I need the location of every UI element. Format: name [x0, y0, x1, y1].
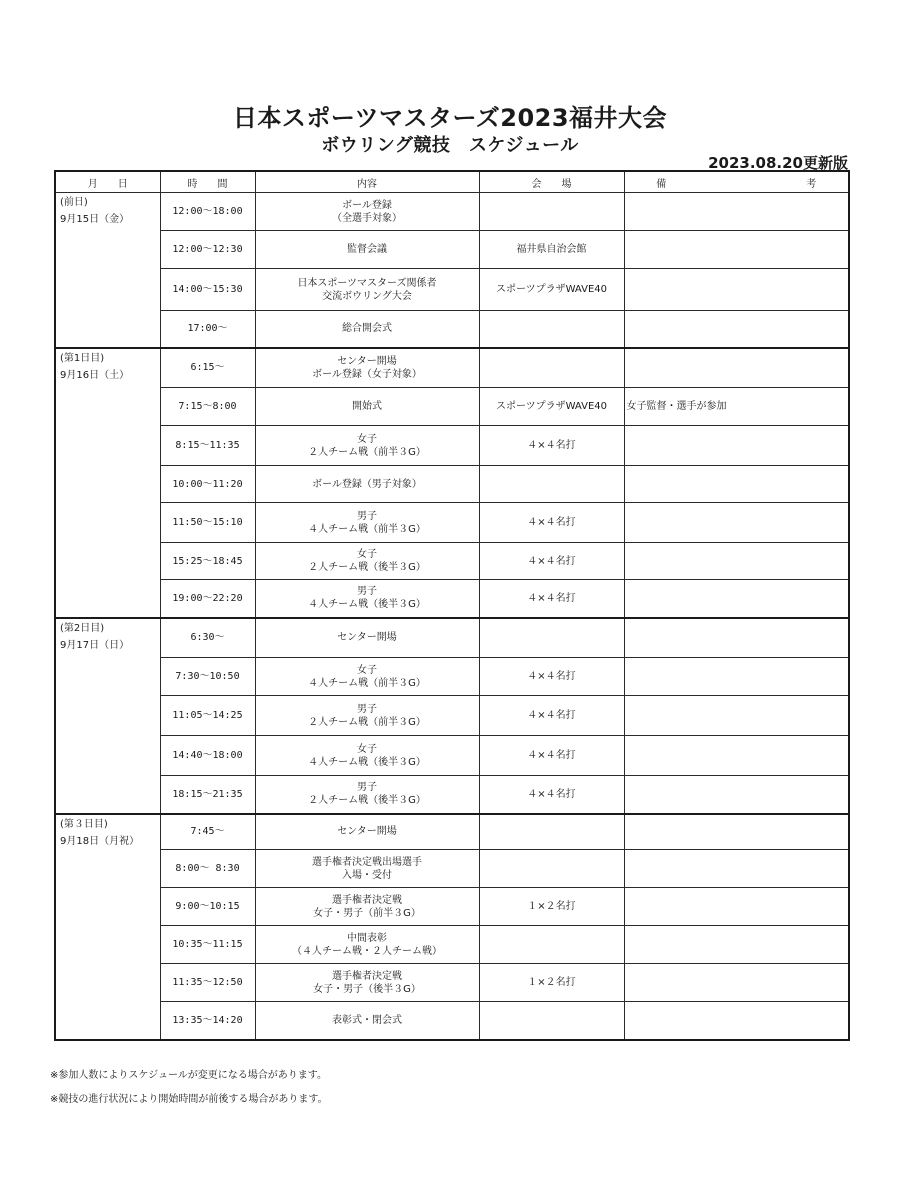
content-line: センター開場: [337, 632, 397, 644]
day-cell: [55, 193, 160, 348]
content-line: 女子: [357, 549, 377, 560]
day-date: 9月17日（日）: [60, 639, 130, 651]
table-row: [55, 231, 849, 269]
content-cell: [255, 658, 479, 696]
footnote: ※競技の進行状況により開始時間が前後する場合があります。: [50, 1094, 328, 1105]
time-cell: 8:15～11:35: [160, 426, 255, 466]
table-row: [55, 618, 849, 658]
content-line: ２人チーム戦（前半３G）: [308, 446, 426, 458]
day-label: (前日): [60, 197, 88, 208]
note-cell: [624, 543, 849, 580]
time-cell: 11:50～15:10: [160, 503, 255, 543]
table-row: [55, 388, 849, 426]
time-cell: 7:15～8:00: [160, 388, 255, 426]
page-subtitle: ボウリング競技 スケジュール: [321, 135, 579, 156]
content-cell: [255, 888, 479, 926]
header-content: 内容: [255, 171, 479, 193]
day-date: 9月15日（金）: [60, 214, 130, 225]
note-cell: [624, 850, 849, 888]
table-header-row: [55, 171, 849, 193]
content-line: 監督会議: [347, 244, 387, 255]
footnote: ※参加人数によりスケジュールが変更になる場合があります。: [50, 1070, 327, 1081]
note-cell: [624, 696, 849, 736]
content-cell: [255, 1002, 479, 1040]
content-line: 男子: [357, 510, 377, 522]
time-cell: 6:15～: [160, 348, 255, 388]
time-cell: 14:00～15:30: [160, 269, 255, 311]
time-cell: 8:00～ 8:30: [160, 850, 255, 888]
note-cell: [624, 580, 849, 618]
note-cell: [624, 426, 849, 466]
content-line: （４人チーム戦・２人チーム戦）: [292, 945, 442, 957]
day-label: (第1日目): [60, 352, 105, 364]
venue-cell: 福井県自治会館: [479, 231, 624, 269]
note-cell: [624, 618, 849, 658]
schedule-table: [54, 170, 850, 1041]
content-cell: [255, 503, 479, 543]
note-cell: [624, 466, 849, 503]
note-cell: [624, 348, 849, 388]
day-date: 9月16日（土）: [60, 369, 130, 381]
content-line: 男子: [357, 586, 377, 598]
time-cell: 11:35～12:50: [160, 964, 255, 1002]
time-cell: 12:00～18:00: [160, 193, 255, 231]
content-cell: [255, 696, 479, 736]
content-line: 選手権者決定戦出場選手: [312, 856, 422, 868]
note-cell: [624, 231, 849, 269]
time-cell: 17:00～: [160, 311, 255, 348]
note-cell: 女子監督・選手が参加: [624, 388, 849, 426]
table-row: [55, 964, 849, 1002]
time-cell: 7:45～: [160, 814, 255, 850]
content-line: 開始式: [352, 401, 382, 412]
table-row: [55, 580, 849, 618]
content-cell: [255, 926, 479, 964]
header-date: 月 日: [55, 171, 160, 193]
content-cell: [255, 776, 479, 814]
time-cell: 15:25～18:45: [160, 543, 255, 580]
content-line: 女子: [357, 743, 377, 755]
content-cell: [255, 231, 479, 269]
venue-cell: [479, 814, 624, 850]
venue-cell: [479, 1002, 624, 1040]
note-cell: [624, 814, 849, 850]
content-line: ２人チーム戦（前半３G）: [308, 716, 426, 728]
note-cell: [624, 736, 849, 776]
time-cell: 11:05～14:25: [160, 696, 255, 736]
content-line: 選手権者決定戦: [332, 970, 402, 982]
note-cell: [624, 503, 849, 543]
table-row: [55, 1002, 849, 1040]
content-line: 女子: [357, 433, 377, 445]
venue-cell: ４×４名打: [479, 696, 624, 736]
note-cell: [624, 311, 849, 348]
header-note: 備 考: [624, 171, 849, 193]
content-cell: [255, 964, 479, 1002]
time-cell: 6:30～: [160, 618, 255, 658]
content-line: ボール登録（男子対象）: [312, 478, 422, 490]
content-line: ４人チーム戦（前半３G）: [308, 523, 426, 535]
content-cell: [255, 193, 479, 231]
content-cell: [255, 388, 479, 426]
header-venue: 会 場: [479, 171, 624, 193]
content-cell: [255, 269, 479, 311]
table-row: [55, 658, 849, 696]
note-cell: [624, 964, 849, 1002]
table-row: [55, 776, 849, 814]
header-time: 時 間: [160, 171, 255, 193]
time-cell: 12:00～12:30: [160, 231, 255, 269]
venue-cell: スポーツプラザWAVE40: [479, 388, 624, 426]
table-row: [55, 736, 849, 776]
venue-cell: [479, 311, 624, 348]
time-cell: 10:00～11:20: [160, 466, 255, 503]
content-cell: [255, 736, 479, 776]
table-row: [55, 850, 849, 888]
table-row: [55, 466, 849, 503]
day-cell: [55, 618, 160, 814]
content-cell: [255, 543, 479, 580]
time-cell: 9:00～10:15: [160, 888, 255, 926]
venue-cell: [479, 850, 624, 888]
content-line: 表彰式・閉会式: [332, 1014, 402, 1026]
schedule-body: [55, 193, 849, 1040]
content-line: 女子・男子（前半３G）: [313, 907, 421, 919]
table-row: [55, 543, 849, 580]
table-row: [55, 311, 849, 348]
content-cell: [255, 466, 479, 503]
content-line: 総合開会式: [342, 323, 392, 335]
venue-cell: [479, 348, 624, 388]
venue-cell: スポーツプラザWAVE40: [479, 269, 624, 311]
content-line: ４人チーム戦（前半３G）: [308, 677, 426, 689]
table-row: [55, 888, 849, 926]
content-line: ４人チーム戦（後半３G）: [308, 599, 426, 611]
time-cell: 18:15～21:35: [160, 776, 255, 814]
venue-cell: [479, 466, 624, 503]
table-row: [55, 814, 849, 850]
venue-cell: ４×４名打: [479, 658, 624, 696]
table-row: [55, 503, 849, 543]
content-line: 中間表彰: [347, 932, 387, 944]
content-line: ２人チーム戦（後半３G）: [308, 795, 426, 807]
content-line: 女子: [357, 664, 377, 676]
content-line: 交流ボウリング大会: [322, 290, 412, 302]
note-cell: [624, 193, 849, 231]
venue-cell: ４×４名打: [479, 736, 624, 776]
venue-cell: ４×４名打: [479, 426, 624, 466]
venue-cell: １×２名打: [479, 964, 624, 1002]
note-cell: [624, 926, 849, 964]
note-cell: [624, 658, 849, 696]
content-line: 入場・受付: [342, 869, 392, 881]
content-cell: [255, 618, 479, 658]
content-line: センター開場: [337, 826, 397, 838]
note-cell: [624, 776, 849, 814]
venue-cell: ４×４名打: [479, 543, 624, 580]
time-cell: 13:35～14:20: [160, 1002, 255, 1040]
day-date: 9月18日（月祝）: [60, 835, 140, 847]
content-line: ２人チーム戦（後半３G）: [308, 562, 426, 573]
content-line: 男子: [357, 703, 377, 715]
content-cell: [255, 348, 479, 388]
content-line: 男子: [357, 782, 377, 794]
day-cell: [55, 348, 160, 618]
content-cell: [255, 580, 479, 618]
page-title: 日本スポーツマスターズ2023福井大会: [232, 104, 668, 132]
venue-cell: ４×４名打: [479, 503, 624, 543]
content-line: ボール登録: [342, 199, 392, 211]
table-row: [55, 696, 849, 736]
content-line: （全選手対象）: [332, 212, 402, 224]
version-label: 2023.08.20更新版: [708, 154, 848, 172]
venue-cell: ４×４名打: [479, 776, 624, 814]
venue-cell: [479, 926, 624, 964]
venue-cell: [479, 193, 624, 231]
day-label: (第３日目): [60, 818, 108, 830]
note-cell: [624, 269, 849, 311]
day-label: (第2日目): [60, 622, 105, 634]
content-line: ４人チーム戦（後半３G）: [308, 756, 426, 768]
content-cell: [255, 850, 479, 888]
note-cell: [624, 888, 849, 926]
content-line: 日本スポーツマスターズ関係者: [297, 277, 437, 289]
content-line: 女子・男子（後半３G）: [313, 983, 421, 995]
venue-cell: １×２名打: [479, 888, 624, 926]
venue-cell: ４×４名打: [479, 580, 624, 618]
note-cell: [624, 1002, 849, 1040]
content-cell: [255, 426, 479, 466]
table-row: [55, 269, 849, 311]
time-cell: 10:35～11:15: [160, 926, 255, 964]
table-row: [55, 348, 849, 388]
content-line: ボール登録（女子対象）: [312, 368, 422, 380]
content-line: センター開場: [337, 355, 397, 367]
time-cell: 19:00～22:20: [160, 580, 255, 618]
day-cell: [55, 814, 160, 1040]
content-cell: [255, 311, 479, 348]
content-line: 選手権者決定戦: [332, 894, 402, 906]
content-cell: [255, 814, 479, 850]
table-row: [55, 926, 849, 964]
time-cell: 7:30～10:50: [160, 658, 255, 696]
venue-cell: [479, 618, 624, 658]
time-cell: 14:40～18:00: [160, 736, 255, 776]
table-row: [55, 193, 849, 231]
table-row: [55, 426, 849, 466]
